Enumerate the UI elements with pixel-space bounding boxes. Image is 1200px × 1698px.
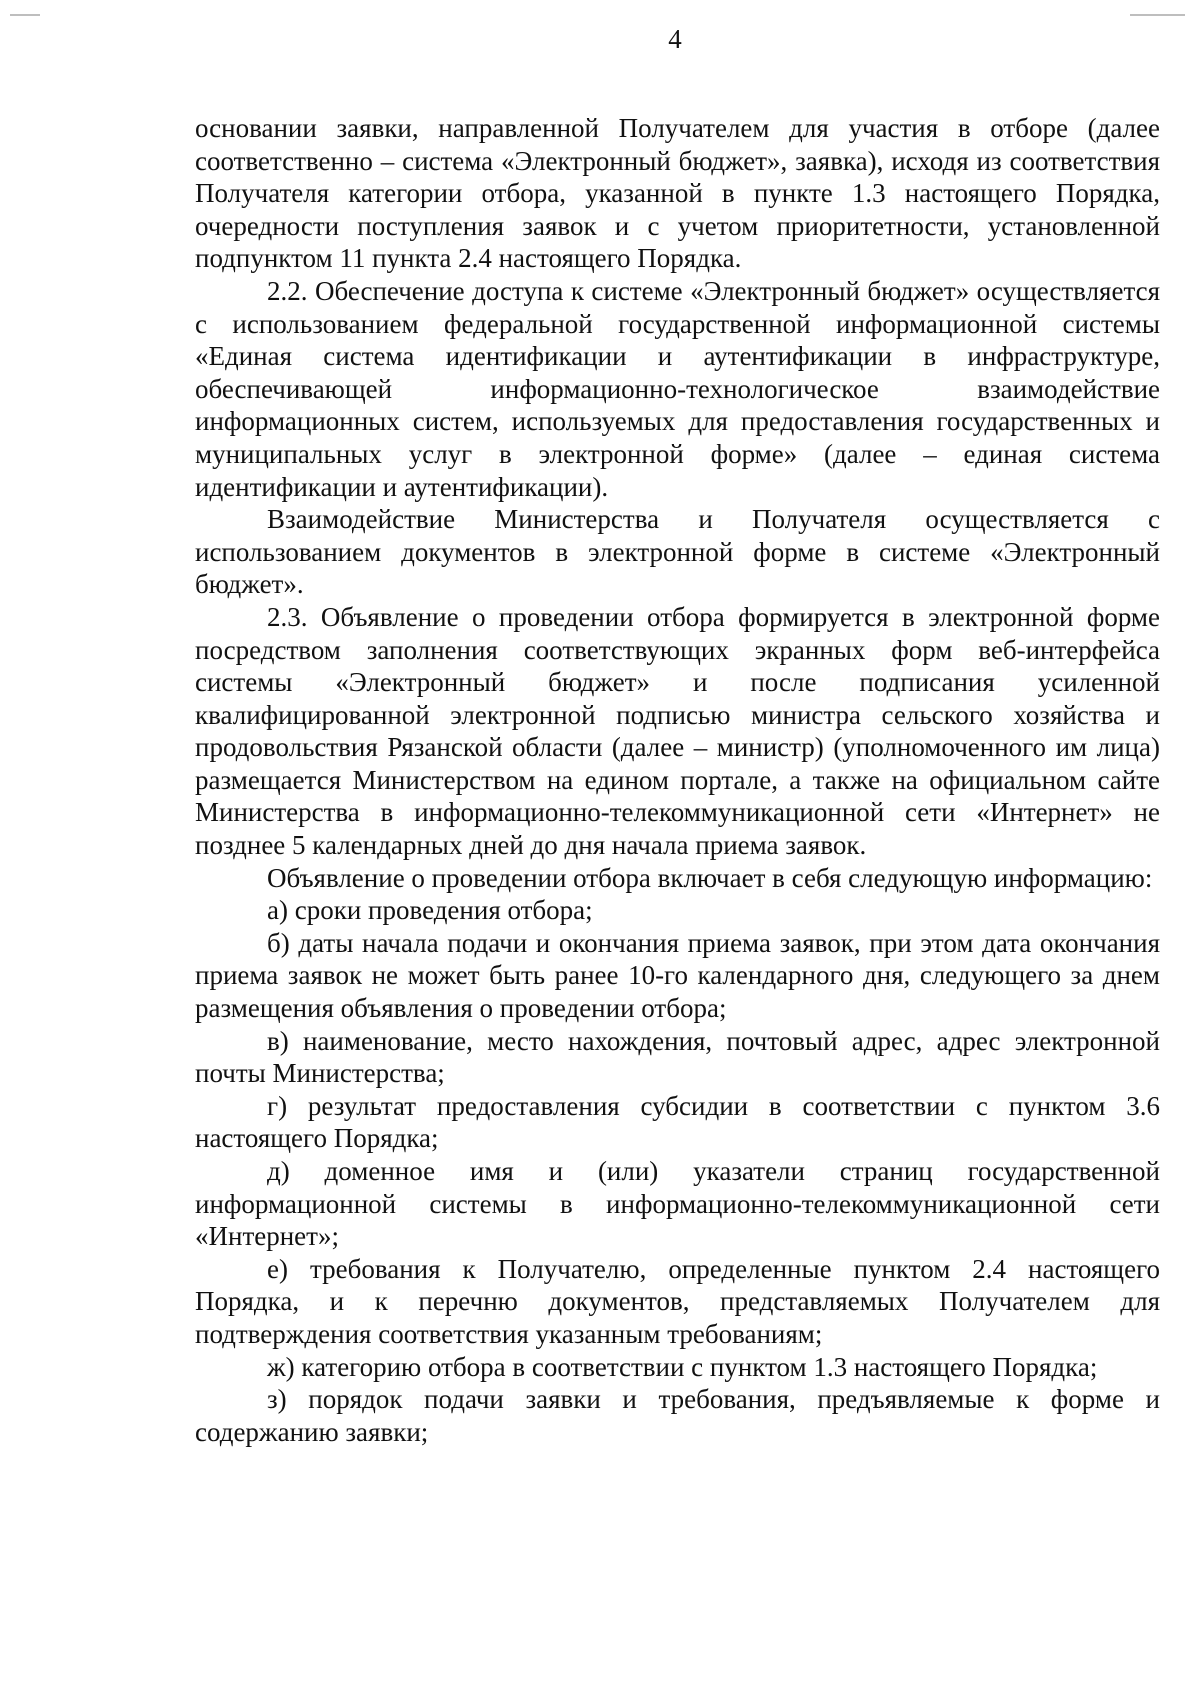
list-item: е) требования к Получателю, определенные пунктом 2.4 настоящего Порядка, и к перечню документов, представляемых Получателем для подтверждения соответствия указанным требованиям;: [195, 1253, 1160, 1349]
list-item: д) доменное имя и (или) указатели страниц государственной информационной системы в информационно-телекоммуникационной сети «Интернет»;: [195, 1156, 1160, 1252]
list-item: ж) категорию отбора в соответствии с пунктом 1.3 настоящего Порядка;: [267, 1351, 1098, 1382]
list-item: в) наименование, место нахождения, почтовый адрес, адрес электронной почты Министерства;: [195, 1025, 1160, 1089]
list-item: г) результат предоставления субсидии в соответствии с пунктом 3.6 настоящего Порядка;: [195, 1090, 1160, 1154]
paragraph: 2.2. Обеспечение доступа к системе «Электронный бюджет» осуществляется с использованием федеральной государственной информационной системы «Единая система идентификации и аутентификации в инфраструктуре, обеспечивающей информационно-технологическое взаимодействие информационных систем, используемых для предоставления государственных и муниципальных услуг в электронной форме» (далее – единая система идентификации и аутентификации).: [195, 275, 1160, 502]
paragraph: основании заявки, направленной Получателем для участия в отборе (далее соответственно – система «Электронный бюджет», заявка), исходя из соответствия Получателя категории отбора, указанной в пункте 1.3 настоящего Порядка, очередности поступления заявок и с учетом приоритетности, установленной подпунктом 11 пункта 2.4 настоящего Порядка.: [195, 113, 1160, 274]
page-number: 4: [668, 24, 682, 54]
list-item: з) порядок подачи заявки и требования, предъявляемые к форме и содержанию заявки;: [195, 1384, 1160, 1447]
list-item: а) сроки проведения отбора;: [267, 895, 593, 926]
document-body: [195, 112, 1160, 1448]
paragraph: Объявление о проведении отбора включает в себя следующую информацию:: [267, 862, 1153, 893]
paragraph: 2.3. Объявление о проведении отбора формируется в электронной форме посредством заполнения соответствующих экранных форм веб-интерфейса системы «Электронный бюджет» и после подписания усиленной квалифицированной электронной подписью министра сельского хозяйства и продовольствия Рязанской области (далее – министр) (уполномоченного им лица) размещается Министерством на едином портале, а также на официальном сайте Министерства в информационно-телекоммуникационной сети «Интернет» не позднее 5 календарных дней до дня начала приема заявок.: [195, 601, 1160, 861]
scan-artifact: [10, 14, 40, 16]
scan-artifact: [1130, 14, 1185, 16]
paragraph: Взаимодействие Министерства и Получателя осуществляется с использованием документов в электронной форме в системе «Электронный бюджет».: [195, 504, 1160, 600]
list-item: б) даты начала подачи и окончания приема заявок, при этом дата окончания приема заявок не может быть ранее 10-го календарного дня, следующего за днем размещения объявления о проведении отбора;: [195, 927, 1160, 1024]
